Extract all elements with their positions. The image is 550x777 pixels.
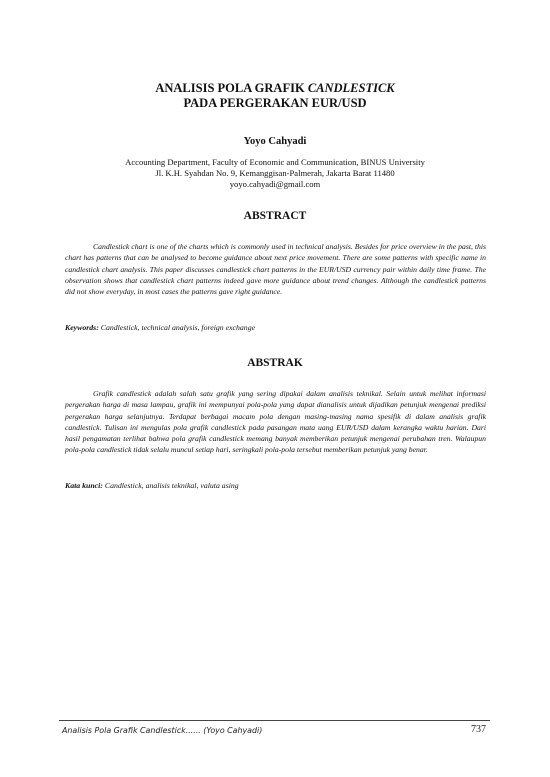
keywords-values: Candlestick, technical analysis, foreign exchange: [98, 323, 256, 332]
abstract-body: Candlestick chart is one of the charts which is commonly used in technical analysis. Besides for price overview in the past, this chart has patterns that can be analysed to become guidance about next price movement. There are some patterns with specific name in candlestick chart analysis. This paper discusses candlestick chart patterns in the EUR/USD currency pair within daily time frame. The observation shows that candlestick chart patterns indeed gave more guidance about trend changes. Although the candlestick patterns did not show everyday, in most cases the patterns gave right guidance.: [65, 242, 486, 297]
paper-title-line-2: PADA PERGERAKAN EUR/USD: [183, 96, 367, 110]
footer-page-number: 737: [471, 724, 486, 735]
kata-kunci-label: Kata kunci:: [65, 481, 103, 490]
author-name: Yoyo Cahyadi: [243, 136, 307, 147]
author-department: Accounting Department, Faculty of Economic and Communication, BINUS University: [125, 157, 425, 167]
abstrak-keywords: [65, 481, 486, 490]
keywords-label: Keywords:: [65, 323, 99, 332]
author-email: yoyo.cahyadi@gmail.com: [229, 179, 321, 189]
title-italic-term: CANDLESTICK: [307, 81, 395, 95]
abstract-heading: ABSTRACT: [243, 210, 307, 222]
abstrak-heading: ABSTRAK: [247, 357, 303, 369]
author-address: Jl. K.H. Syahdan No. 9, Kemanggisan-Palmerah, Jakarta Barat 11480: [155, 168, 395, 178]
kata-kunci-values: Candlestick, analisis teknikal, valuta asing: [102, 481, 239, 490]
footer-running-title: Analisis Pola Grafik Candlestick...... (Yoyo Cahyadi): [62, 726, 263, 735]
abstract-keywords: [65, 323, 486, 332]
title-prefix: ANALISIS POLA GRAFIK: [155, 81, 308, 95]
abstrak-body: Grafik candlestick adalah salah satu grafik yang sering dipakai dalam analisis teknikal. Selain untuk melihat informasi pergerakan harga di masa lampau, grafik ini mempunyai pola-pola yang dapat dianalisis untuk dijadikan petunjuk mengenai prediksi pergerakan harga selanjutnya. Terdapat berbagai macam pola dengan masing-masing nama spesifik di dalam analisis grafik candlestick. Tulisan ini mengulas pola grafik candlestick pada pasangan mata uang EUR/USD dalam kerangka waktu harian. Dari hasil pengamatan terlihat bahwa pola grafik candlestick memang banyak memberikan petunjuk mengenai perubahan tren. Walaupun pola-pola candlestick tidak selalu muncul setiap hari, seringkali pola-pola tersebut memberikan petunjuk yang benar.: [65, 389, 486, 455]
paper-title-line-1: [0, 81, 550, 96]
footer-divider: [59, 720, 490, 721]
